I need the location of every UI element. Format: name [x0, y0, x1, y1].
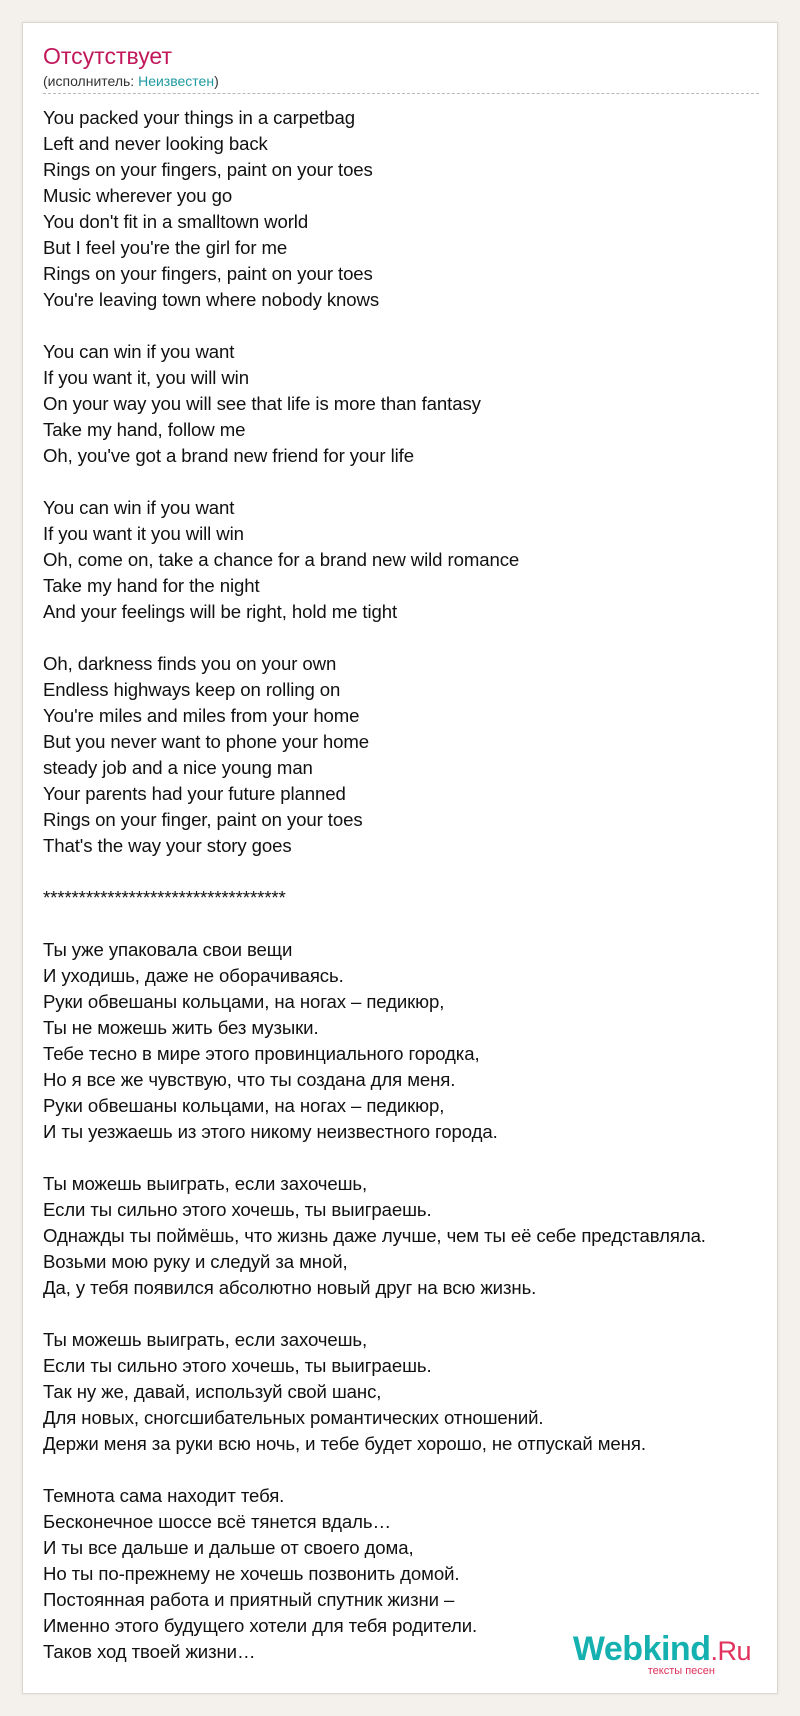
lyrics-line: steady job and a nice young man	[43, 757, 313, 778]
lyrics-line: Endless highways keep on rolling on	[43, 679, 341, 700]
lyrics-line: You're miles and miles from your home	[43, 705, 360, 726]
lyrics-blank-line	[43, 1457, 777, 1483]
lyrics-line: And your feelings will be right, hold me tight	[43, 601, 398, 622]
lyrics-line: Но я все же чувствую, что ты создана для меня.	[43, 1069, 456, 1090]
lyrics-line: You packed your things in a carpetbag	[43, 107, 355, 128]
lyrics-line: That's the way your story goes	[43, 835, 292, 856]
lyrics-line: Держи меня за руки всю ночь, и тебе будет хорошо, не отпускай меня.	[43, 1433, 646, 1454]
lyrics-line: И ты уезжаешь из этого никому неизвестного города.	[43, 1121, 498, 1142]
lyrics-line: Для новых, сногсшибательных романтических отношений.	[43, 1407, 544, 1428]
lyrics-line: You can win if you want	[43, 497, 235, 518]
lyrics-line: You can win if you want	[43, 341, 235, 362]
lyrics-line: You don't fit in a smalltown world	[43, 211, 309, 232]
lyrics-line: But you never want to phone your home	[43, 731, 370, 752]
logo-name: Webkind	[572, 1630, 711, 1668]
lyrics-line: On your way you will see that life is more than fantasy	[43, 393, 481, 414]
lyrics-line: Бесконечное шоссе всё тянется вдаль…	[43, 1511, 391, 1532]
lyrics-line: Take my hand for the night	[43, 575, 260, 596]
song-title: Отсутствует	[43, 43, 172, 69]
lyrics-line: Возьми мою руку и следуй за мной,	[43, 1251, 348, 1272]
lyrics-line: You're leaving town where nobody knows	[43, 289, 380, 310]
lyrics-line: Oh, you've got a brand new friend for your life	[43, 445, 414, 466]
logo-tagline: тексты песен	[647, 1665, 715, 1677]
lyrics-text	[43, 105, 777, 1665]
lyrics-line: Your parents had your future planned	[43, 783, 346, 804]
lyrics-line: If you want it you will win	[43, 523, 244, 544]
artist-link[interactable]: Неизвестен	[138, 73, 215, 89]
site-logo[interactable]	[573, 1631, 751, 1677]
lyrics-line: Руки обвешаны кольцами, на ногах – педикюр,	[43, 1095, 445, 1116]
lyrics-blank-line	[43, 911, 777, 937]
song-header	[43, 43, 759, 94]
lyrics-line: Но ты по-прежнему не хочешь позвонить домой.	[43, 1563, 460, 1584]
lyrics-line: If you want it, you will win	[43, 367, 249, 388]
lyrics-line: Руки обвешаны кольцами, на ногах – педикюр,	[43, 991, 445, 1012]
lyrics-blank-line	[43, 313, 777, 339]
lyrics-line: И ты все дальше и дальше от своего дома,	[43, 1537, 414, 1558]
logo-wordmark	[573, 1631, 751, 1669]
lyrics-line: Если ты сильно этого хочешь, ты выиграешь.	[43, 1355, 432, 1376]
lyrics-line: But I feel you're the girl for me	[43, 237, 288, 258]
lyrics-line: Ты не можешь жить без музыки.	[43, 1017, 319, 1038]
lyrics-line: Rings on your fingers, paint on your toes	[43, 263, 373, 284]
lyrics-line: Ты можешь выиграть, если захочешь,	[43, 1329, 368, 1350]
lyrics-line: Таков ход твоей жизни…	[43, 1641, 256, 1662]
lyrics-line: Если ты сильно этого хочешь, ты выиграешь.	[43, 1199, 432, 1220]
lyrics-line: Ты уже упаковала свои вещи	[43, 939, 293, 960]
lyrics-line: Take my hand, follow me	[43, 419, 246, 440]
lyrics-blank-line	[43, 859, 777, 885]
lyrics-line: Rings on your finger, paint on your toes	[43, 809, 363, 830]
lyrics-blank-line	[43, 469, 777, 495]
lyrics-blank-line	[43, 1301, 777, 1327]
lyrics-line: Тебе тесно в мире этого провинциального городка,	[43, 1043, 480, 1064]
lyrics-line: Rings on your fingers, paint on your toes	[43, 159, 373, 180]
lyrics-line: Oh, darkness finds you on your own	[43, 653, 337, 674]
lyrics-line: Music wherever you go	[43, 185, 233, 206]
lyrics-line: Oh, come on, take a chance for a brand new wild romance	[43, 549, 520, 570]
lyrics-blank-line	[43, 625, 777, 651]
lyrics-line: Left and never looking back	[43, 133, 268, 154]
lyrics-blank-line	[43, 1145, 777, 1171]
lyrics-line: Ты можешь выиграть, если захочешь,	[43, 1173, 368, 1194]
lyrics-line: Так ну же, давай, используй свой шанс,	[43, 1381, 382, 1402]
artist-prefix: (исполнитель:	[43, 73, 139, 89]
lyrics-line: Однажды ты поймёшь, что жизнь даже лучше, чем ты её себе представляла.	[43, 1225, 706, 1246]
lyrics-line: Темнота сама находит тебя.	[43, 1485, 285, 1506]
artist-suffix: )	[214, 73, 219, 89]
lyrics-card	[22, 22, 778, 1694]
lyrics-line: И уходишь, даже не оборачиваясь.	[43, 965, 344, 986]
artist-line	[43, 73, 759, 94]
lyrics-line: Да, у тебя появился абсолютно новый друг на всю жизнь.	[43, 1277, 537, 1298]
lyrics-line: **********************************	[43, 887, 286, 908]
lyrics-line: Именно этого будущего хотели для тебя родители.	[43, 1615, 478, 1636]
lyrics-line: Постоянная работа и приятный спутник жизни –	[43, 1589, 455, 1610]
logo-tld: .Ru	[710, 1636, 751, 1666]
